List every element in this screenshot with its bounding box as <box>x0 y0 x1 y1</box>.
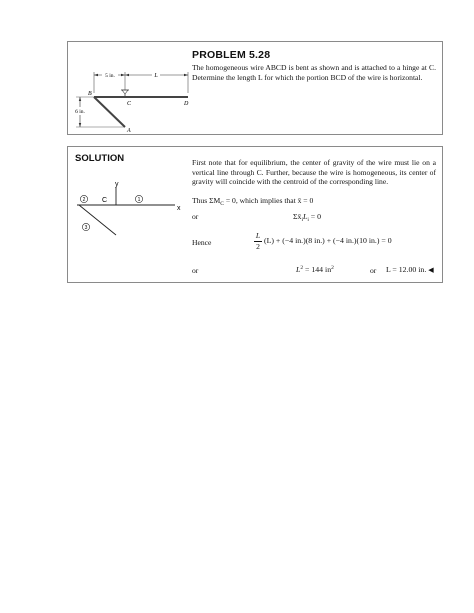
eq1-main: Σx̄ <box>293 212 302 221</box>
axis-x-label: x <box>177 205 181 212</box>
eq1-sub1: i <box>301 217 303 223</box>
or-label-2: or <box>192 266 199 275</box>
circle-2-label: 2 <box>82 197 86 203</box>
point-C-label: C <box>127 101 132 107</box>
problem-figure <box>70 43 190 135</box>
eq3-lhs: L <box>296 265 301 274</box>
eq3-sup: 2 <box>300 265 304 271</box>
thus-line <box>192 196 313 207</box>
axis-y-label: y <box>115 181 119 188</box>
solution-figure <box>70 175 188 275</box>
problem-statement: The homogeneous wire ABCD is bent as shown and is attached to a hinge at C. Determine the length L for which the portion BCD of the wire is horizontal. <box>192 63 436 82</box>
thus-rest: = 0, which implies that x̄ = 0 <box>223 196 314 205</box>
final-answer <box>386 265 434 274</box>
answer-text: L = 12.00 in. <box>386 265 427 274</box>
eq3-rhs: = 144 in <box>303 265 332 274</box>
eq2-rest: (L) + (−4 in.)(8 in.) + (−4 in.)(10 in.) = 0 <box>264 236 392 245</box>
thus-text: Thus ΣM <box>192 196 221 205</box>
dim-6in-label: 6 in. <box>75 109 85 115</box>
dim-L-label: L <box>154 73 158 79</box>
eq1-rest: = 0 <box>308 212 322 221</box>
eq2-denominator: 2 <box>256 242 260 251</box>
point-A-label: A <box>127 128 131 134</box>
circle-1-label: 1 <box>137 197 141 203</box>
thus-subscript: C <box>220 201 224 207</box>
eq1-mid: L <box>302 212 308 221</box>
or-label-1: or <box>192 212 199 221</box>
solution-title: SOLUTION <box>75 153 125 164</box>
answer-marker-icon: ◀ <box>428 266 434 274</box>
solution-intro: First note that for equilibrium, the center of gravity of the wire must lie on a vertical line through C. Further, because the wire is homogeneous, its center of gravity will coincide with the centroid of the corresponding line. <box>192 158 436 187</box>
hence-label: Hence <box>192 238 212 247</box>
point-B-label: B <box>88 91 92 97</box>
solution-box <box>67 146 443 283</box>
eq3-sup2: 2 <box>331 265 334 271</box>
dim-5in-label: 5 in. <box>105 73 115 79</box>
or-label-3: or <box>370 266 377 275</box>
circle-3-label: 3 <box>84 225 88 231</box>
eq1-sub2: i <box>307 217 309 223</box>
problem-box <box>67 41 443 135</box>
problem-title: PROBLEM 5.28 <box>192 49 271 61</box>
equation-1 <box>293 212 321 223</box>
eq2-numerator: L <box>255 231 261 240</box>
wire-ab <box>94 97 125 127</box>
equation-3 <box>296 265 334 274</box>
solution-point-C-label: C <box>102 197 108 204</box>
point-D-label: D <box>184 101 189 107</box>
